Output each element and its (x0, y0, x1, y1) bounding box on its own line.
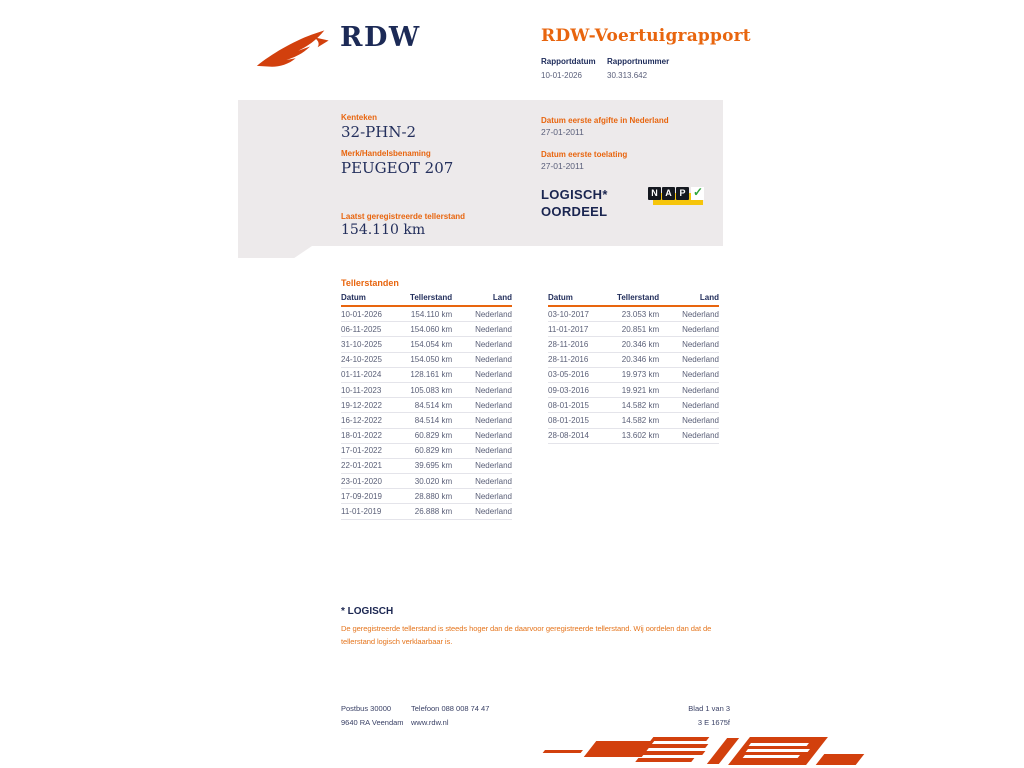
table-cell: 154.054 km (401, 337, 452, 352)
table-cell: Nederland (452, 489, 512, 504)
table-cell: 84.514 km (401, 398, 452, 413)
oordeel-verdict (541, 186, 608, 220)
report-meta (541, 57, 673, 80)
table-cell: 39.695 km (401, 458, 452, 473)
footer-form-code: 3 E 1675f (697, 718, 730, 727)
report-number-label: Rapportnummer (607, 57, 670, 66)
tellerstanden-title: Tellerstanden (341, 278, 399, 288)
table-cell: 19.921 km (608, 382, 659, 397)
table-cell: 22-01-2021 (341, 458, 401, 473)
afgifte-value: 27-01-2011 (541, 127, 584, 137)
table-cell: 30.020 km (401, 474, 452, 489)
table-cell: Nederland (452, 474, 512, 489)
report-date-label: Rapportdatum (541, 57, 596, 66)
table-cell: Nederland (659, 367, 719, 382)
table-cell: 20.346 km (608, 352, 659, 367)
table-cell: 128.161 km (401, 367, 452, 382)
table-row (548, 398, 719, 413)
report-date-value: 10-01-2026 (541, 71, 582, 80)
table-column-header: Datum (548, 291, 608, 306)
table-cell: 17-01-2022 (341, 443, 401, 458)
table-column-header: Tellerstand (608, 291, 659, 306)
page-title: RDW-Voertuigrapport (541, 26, 751, 46)
table-cell: Nederland (659, 398, 719, 413)
table-cell: 31-10-2025 (341, 337, 401, 352)
panel-corner-tab (238, 246, 312, 258)
merk-label: Merk/Handelsbenaming (341, 149, 431, 158)
table-cell: Nederland (452, 413, 512, 428)
table-cell: 10-11-2023 (341, 382, 401, 397)
table-row (341, 322, 512, 337)
footer-phone: Telefoon 088 008 74 47 (411, 704, 490, 713)
table-cell: 28-11-2016 (548, 337, 608, 352)
table-cell: Nederland (452, 352, 512, 367)
footer-website-link[interactable]: www.rdw.nl (411, 718, 449, 727)
rdw-logo-text: RDW (340, 22, 421, 53)
table-row (548, 352, 719, 367)
table-cell: Nederland (659, 352, 719, 367)
table-cell: 14.582 km (608, 413, 659, 428)
table-cell: Nederland (452, 458, 512, 473)
toelating-value: 27-01-2011 (541, 161, 584, 171)
footer-contact (411, 702, 489, 730)
tellerstanden-table-left (341, 291, 512, 520)
table-cell: 60.829 km (401, 443, 452, 458)
table-cell: Nederland (452, 398, 512, 413)
table-row (548, 413, 719, 428)
table-cell: 06-11-2025 (341, 322, 401, 337)
table-column-header: Land (452, 291, 512, 306)
table-row (341, 398, 512, 413)
table-header-row (341, 291, 512, 306)
table-cell: Nederland (452, 337, 512, 352)
oordeel-line1: LOGISCH* (541, 187, 608, 202)
merk-value: PEUGEOT 207 (341, 159, 454, 177)
toelating-label: Datum eerste toelating (541, 150, 628, 159)
table-cell: Nederland (452, 504, 512, 519)
table-row (341, 413, 512, 428)
table-cell: 19.973 km (608, 367, 659, 382)
report-number-block (607, 57, 673, 80)
table-cell: 154.060 km (401, 322, 452, 337)
table-cell: Nederland (452, 367, 512, 382)
table-cell: Nederland (659, 306, 719, 322)
footer-address (341, 702, 404, 730)
table-row (341, 504, 512, 519)
table-cell: Nederland (452, 322, 512, 337)
table-cell: Nederland (659, 337, 719, 352)
footer-page-number: Blad 1 van 3 (688, 704, 730, 713)
table-row (548, 322, 719, 337)
table-row (548, 382, 719, 397)
table-cell: 03-10-2017 (548, 306, 608, 322)
rdw-wing-logo-icon (256, 27, 332, 71)
table-cell: 154.110 km (401, 306, 452, 322)
table-row (341, 489, 512, 504)
table-cell: 17-09-2019 (341, 489, 401, 504)
table-cell: 154.050 km (401, 352, 452, 367)
oordeel-line2: OORDEEL (541, 204, 608, 219)
table-row (548, 337, 719, 352)
table-row (341, 443, 512, 458)
table-cell: Nederland (659, 413, 719, 428)
table-cell: 10-01-2026 (341, 306, 401, 322)
kenteken-label: Kenteken (341, 113, 378, 122)
table-cell: 84.514 km (401, 413, 452, 428)
table-cell: Nederland (659, 322, 719, 337)
table-cell: 24-10-2025 (341, 352, 401, 367)
table-cell: 11-01-2019 (341, 504, 401, 519)
nap-letter: A (662, 187, 675, 200)
kenteken-value: 32-PHN-2 (341, 123, 417, 141)
table-row (341, 458, 512, 473)
table-cell: 18-01-2022 (341, 428, 401, 443)
tellerstand-label: Laatst geregistreerde tellerstand (341, 212, 466, 221)
table-cell: Nederland (452, 306, 512, 322)
table-cell: 14.582 km (608, 398, 659, 413)
nap-letter: N (648, 187, 661, 200)
nap-logo (648, 185, 706, 211)
table-cell: 08-01-2015 (548, 398, 608, 413)
tellerstand-value: 154.110 km (341, 222, 426, 238)
vehicle-summary-panel (238, 100, 723, 246)
table-cell: Nederland (452, 443, 512, 458)
table-cell: Nederland (452, 428, 512, 443)
table-row (341, 352, 512, 367)
footer-pageinfo (620, 702, 730, 730)
table-cell: 20.346 km (608, 337, 659, 352)
table-row (341, 337, 512, 352)
table-cell: 01-11-2024 (341, 367, 401, 382)
table-row (341, 428, 512, 443)
footer-city: 9640 RA Veendam (341, 718, 404, 727)
tellerstanden-table-right (548, 291, 719, 444)
table-cell: 28.880 km (401, 489, 452, 504)
table-cell: 23.053 km (608, 306, 659, 322)
report-number-value: 30.313.642 (607, 71, 648, 80)
table-row (341, 367, 512, 382)
rdw-stripes-graphic-icon (534, 732, 834, 768)
table-row (341, 306, 512, 322)
table-row (548, 306, 719, 322)
table-row (341, 474, 512, 489)
table-column-header: Land (659, 291, 719, 306)
logisch-heading: * LOGISCH (341, 606, 394, 617)
table-cell: 09-03-2016 (548, 382, 608, 397)
report-date-block (541, 57, 607, 80)
table-cell: 23-01-2020 (341, 474, 401, 489)
table-row (548, 428, 719, 443)
footer-postbus: Postbus 30000 (341, 704, 392, 713)
nap-check-icon: ✓ (692, 185, 704, 199)
table-cell: 11-01-2017 (548, 322, 608, 337)
table-cell: 20.851 km (608, 322, 659, 337)
table-column-header: Tellerstand (401, 291, 452, 306)
afgifte-label: Datum eerste afgifte in Nederland (541, 116, 669, 125)
table-cell: Nederland (659, 382, 719, 397)
table-cell: 03-05-2016 (548, 367, 608, 382)
table-cell: Nederland (659, 428, 719, 443)
nap-letter: P (676, 187, 689, 200)
table-cell: 28-08-2014 (548, 428, 608, 443)
table-cell: Nederland (452, 382, 512, 397)
table-header-row (548, 291, 719, 306)
table-cell: 13.602 km (608, 428, 659, 443)
table-column-header: Datum (341, 291, 401, 306)
table-row (548, 367, 719, 382)
logisch-body: De geregistreerde tellerstand is steeds hoger dan de daarvoor geregistreerde tellerstand. Wij oordelen dan dat de tellerstand logisch verklaarbaar is. (341, 624, 712, 646)
table-cell: 16-12-2022 (341, 413, 401, 428)
table-row (341, 382, 512, 397)
table-cell: 60.829 km (401, 428, 452, 443)
table-cell: 19-12-2022 (341, 398, 401, 413)
table-cell: 08-01-2015 (548, 413, 608, 428)
table-cell: 26.888 km (401, 504, 452, 519)
table-cell: 28-11-2016 (548, 352, 608, 367)
table-cell: 105.083 km (401, 382, 452, 397)
